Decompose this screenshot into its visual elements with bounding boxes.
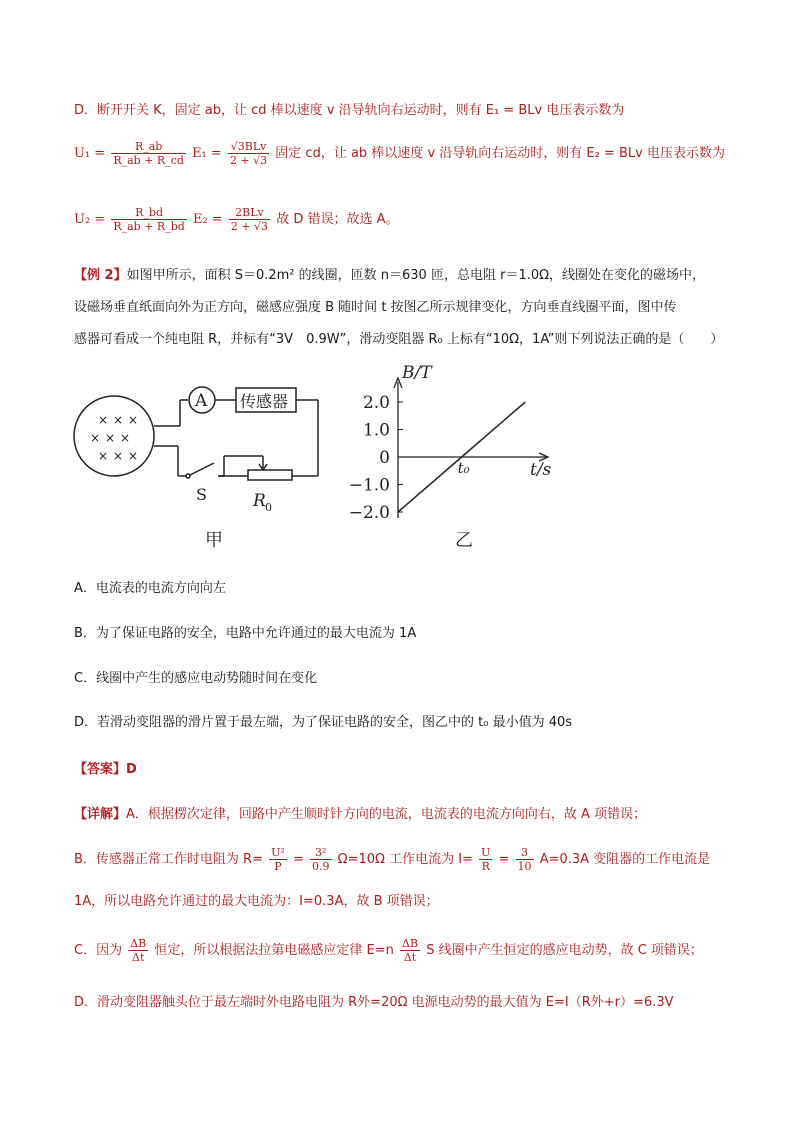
prev-option-d-line3 [74,206,399,233]
figure [70,360,570,560]
frac-u-r: $\frac{U}{R}$ [481,846,491,873]
prev-option-d-line1: D．断开开关 K，固定 ab，让 cd 棒以速度 v 沿导轨向右运动时，则有 E₁ = BLv 电压表示数为 [74,103,625,118]
detail-d: D．滑动变阻器触头位于最左端时外电路电阻为 R外=20Ω 电源电动势的最大值为 E=I（R外+r）=6.3V [74,995,674,1010]
prev-option-d-line2 [74,140,725,167]
field-mark: × [128,413,139,427]
prev-d-line2-tail: 固定 cd，让 ab 棒以速度 v 沿导轨向右运动时，则有 E₂ = BLv 电压表示数为 [275,146,725,161]
option-b: B．为了保证电路的安全，电路中允许通过的最大电流为 1A [74,626,417,641]
rheostat-label-sub: 0 [265,501,272,514]
question-line1 [74,267,705,285]
figure-svg [70,360,570,560]
ammeter-label: A [195,391,208,411]
b-t-graph [349,363,552,523]
field-mark: × [120,431,131,445]
detail-b-pre: B．传感器正常工作时电阻为 R= [74,852,263,867]
u1-e: E₁ = [192,146,222,161]
option-c: C．线圈中产生的感应电动势随时间在变化 [74,671,318,686]
field-mark: × [113,449,124,463]
u2-lhs: U₂ = [74,212,106,227]
graph-caption: 乙 [455,530,473,551]
y-tick-label: −2.0 [348,503,390,523]
frac-db-dt: $\frac{\Delta B}{\Delta t}$ [130,937,147,964]
question-line2: 设磁场垂直纸面向外为正方向，磁感应强度 B 随时间 t 按图乙所示规律变化，方向垂直线圈平面，图中传 [74,300,677,315]
question-text-1: 如图甲所示，面积 S＝0.2m² 的线圈，匝数 n＝630 匝，总电阻 r＝1.0Ω，线圈处在变化的磁场中， [126,268,706,283]
detail-b-eq2: = [498,852,510,867]
detail-c [74,937,703,964]
detail-c-tail: S 线圈中产生恒定的感应电动势，故 C 项错误； [426,943,703,958]
u2-e: E₂ = [192,212,223,227]
sensor-label: 传感器 [240,392,289,411]
frac-u2-p: $\frac{\text{U²}}{P}$ [271,846,285,873]
switch-label: S [196,485,207,504]
detail-b-tail: A=0.3A 变阻器的工作电流是 [539,852,711,867]
detail-c-pre: C．因为 [74,943,123,958]
u2-result-fraction: $\frac{\text{2BLv}}{2 + √3}$ [230,206,269,233]
detail-b-line1 [74,846,710,873]
question-line3: 感器可看成一个纯电阻 R，并标有“3V 0.9W”，滑动变阻器 R₀ 上标有“10Ω，1A”则下列说法正确的是（ ） [74,332,724,347]
y-tick-label: 2.0 [362,393,390,413]
frac-3-10: $\frac{3}{10}$ [517,846,532,873]
field-mark: × [128,449,139,463]
prev-d-line3-tail: 故 D 错误；故选 A。 [276,212,399,227]
detail-c-mid: 恒定，所以根据法拉第电磁感应定律 E=n [154,943,394,958]
u1-result-fraction: $\frac{\text{√3BLv}}{2 + √3}$ [229,140,268,167]
frac-db-dt-2: $\frac{\Delta B}{\Delta t}$ [402,937,419,964]
field-mark: × [113,413,124,427]
frac-3sq-09: $\frac{\text{3²}}{0.9}$ [312,846,330,873]
x-tick-label: t₀ [457,459,470,477]
u1-fraction: $\frac{R\_ab}{R\_ab + R\_cd}$ [113,140,184,167]
u1-lhs: U₁ = [74,146,106,161]
y-tick-label: 0 [379,448,390,468]
field-mark: × [105,431,116,445]
detail-b-eq: = [292,852,304,867]
y-tick-label: −1.0 [348,475,390,496]
question-label: 【例 2】 [74,268,127,283]
x-axis-label: t/s [530,460,552,480]
detail-b-mid: Ω=10Ω 工作电流为 I= [337,852,473,867]
field-mark: × [98,449,109,463]
field-mark: × [98,413,109,427]
rheostat-body [248,470,292,480]
rheostat-label: R [253,491,266,511]
y-axis-label: B/T [402,363,432,383]
detail-label: 【详解】 [74,807,127,822]
y-tick-label: 1.0 [362,420,390,441]
detail-a [74,806,646,824]
option-a: A．电流表的电流方向向左 [74,581,226,596]
detail-b-line2: 1A，所以电路允许通过的最大电流为：I=0.3A，故 B 项错误； [74,894,439,909]
switch-terminal [186,474,190,478]
circuit-caption: 甲 [205,530,223,551]
answer: 【答案】D [74,762,137,777]
field-mark: × [90,431,101,445]
u2-fraction: $\frac{R\_bd}{R\_ab + R\_bd}$ [113,206,185,233]
detail-a-text: A．根据楞次定律，回路中产生顺时针方向的电流，电流表的电流方向向右，故 A 项错误； [126,807,647,822]
option-d: D．若滑动变阻器的滑片置于最左端，为了保证电路的安全，图乙中的 t₀ 最小值为 40s [74,715,573,730]
switch-lever [190,463,214,475]
